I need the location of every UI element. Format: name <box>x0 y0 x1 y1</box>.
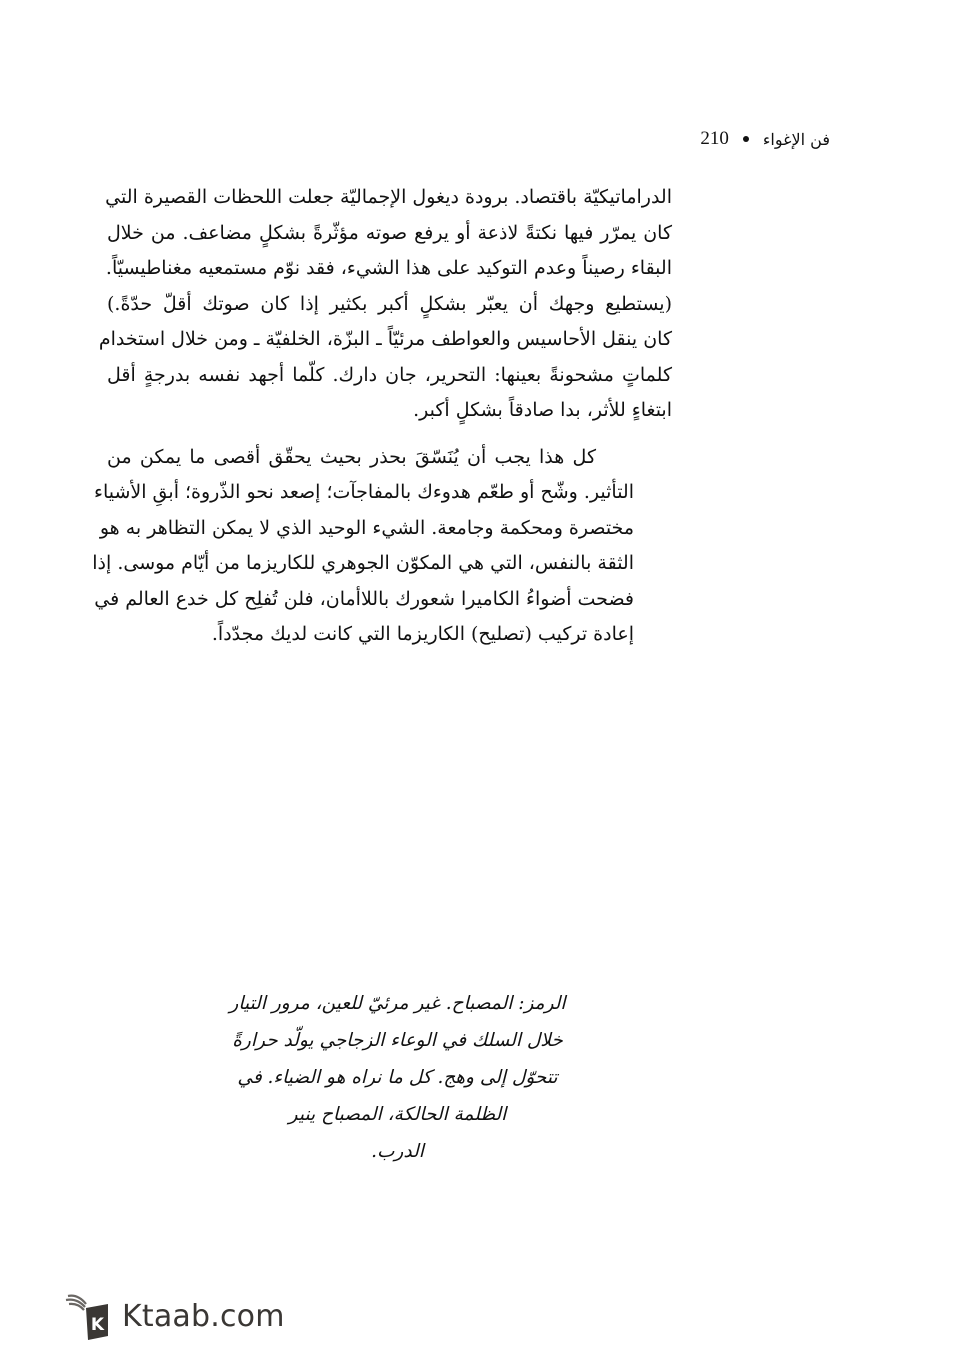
header-bullet-separator <box>743 136 749 142</box>
text-line: كل هذا يجب أن يُنَسّقَ بحذر بحيث يحقّق أقصى ما يمكن من <box>107 445 596 468</box>
text-line: الدراماتيكيّة باقتصاد. برودة ديغول الإجماليّة جعلت اللحظات القصيرة التي <box>105 186 672 208</box>
page-number: 210 <box>700 128 729 149</box>
epigraph-line: تتحوّل إلى وهج. كل ما نراه هو الضياء. في <box>237 1067 558 1088</box>
text-line: كان يمرّر فيها نكتةً لاذعة أو يرفع صوته مؤثّرةً بشكلٍ مضاعف. من خلال <box>107 221 672 244</box>
paragraph-1 <box>98 180 672 429</box>
logo-wordmark: Ktaab.com <box>122 1298 285 1334</box>
ktaab-logo[interactable] <box>62 1290 285 1342</box>
text-line: البقاء رصيناً وعدم التوكيد على هذا الشيء، فقد نوّم مستمعيه مغناطيسيّاً. <box>105 257 672 279</box>
text-line: التأثير. وشّح أو طعّم هدوءك بالمفاجآت؛ إصعد نحو الذّروة؛ أبقِ الأشياء <box>94 481 634 503</box>
epigraph-line: الرمز: المصباح. غير مرئيّ للعين، مرور التيار <box>229 993 566 1014</box>
running-book-title: فن الإغواء <box>762 129 830 149</box>
text-line: (يستطيع وجهك أن يعبّر بشكلٍ أكبر بكثير إذا كان صوتك أقلّ حدّةً.) <box>107 292 672 315</box>
paragraph-2 <box>92 440 672 653</box>
text-line: الثقة بالنفس، التي هي المكوّن الجوهري للكاريزما من أيّام موسى. إذا <box>92 552 634 574</box>
epigraph-line: خلال السلك في الوعاء الزجاجي يولّد حرارةً <box>232 1030 563 1051</box>
open-book-icon <box>62 1290 112 1342</box>
body-text <box>92 180 672 653</box>
svg-text:K: K <box>90 1315 105 1335</box>
text-line: ابتغاءٍ للأثر، بدا صادقاً بشكلٍ أكبر. <box>413 399 672 421</box>
text-line: كلماتٍ مشحونةً بعينها: التحرير، جان دارك. كلّما أجهد نفسه بدرجةٍ أقل <box>107 363 672 386</box>
text-line: فضحت أضواءُ الكاميرا شعورك باللاأمان، فلن تُفلِح كل خدع العالم في <box>94 587 634 610</box>
epigraph-symbol <box>220 985 575 1170</box>
epigraph-line: الظلمة الحالكة، المصباح ينير <box>288 1104 507 1125</box>
text-line: مختصرة ومحكمة وجامعة. الشيء الوحيد الذي لا يمكن التظاهر به هو <box>99 516 634 539</box>
page-header <box>700 128 830 150</box>
text-line: كان ينقل الأحاسيس والعواطف مرئيّاً ـ البزّة، الخلفيّة ـ ومن خلال استخدام <box>98 328 672 350</box>
text-line: إعادة تركيب (تصليح) الكاريزما التي كانت لديك مجدّداً. <box>211 623 634 645</box>
epigraph-line: الدرب. <box>371 1141 424 1162</box>
